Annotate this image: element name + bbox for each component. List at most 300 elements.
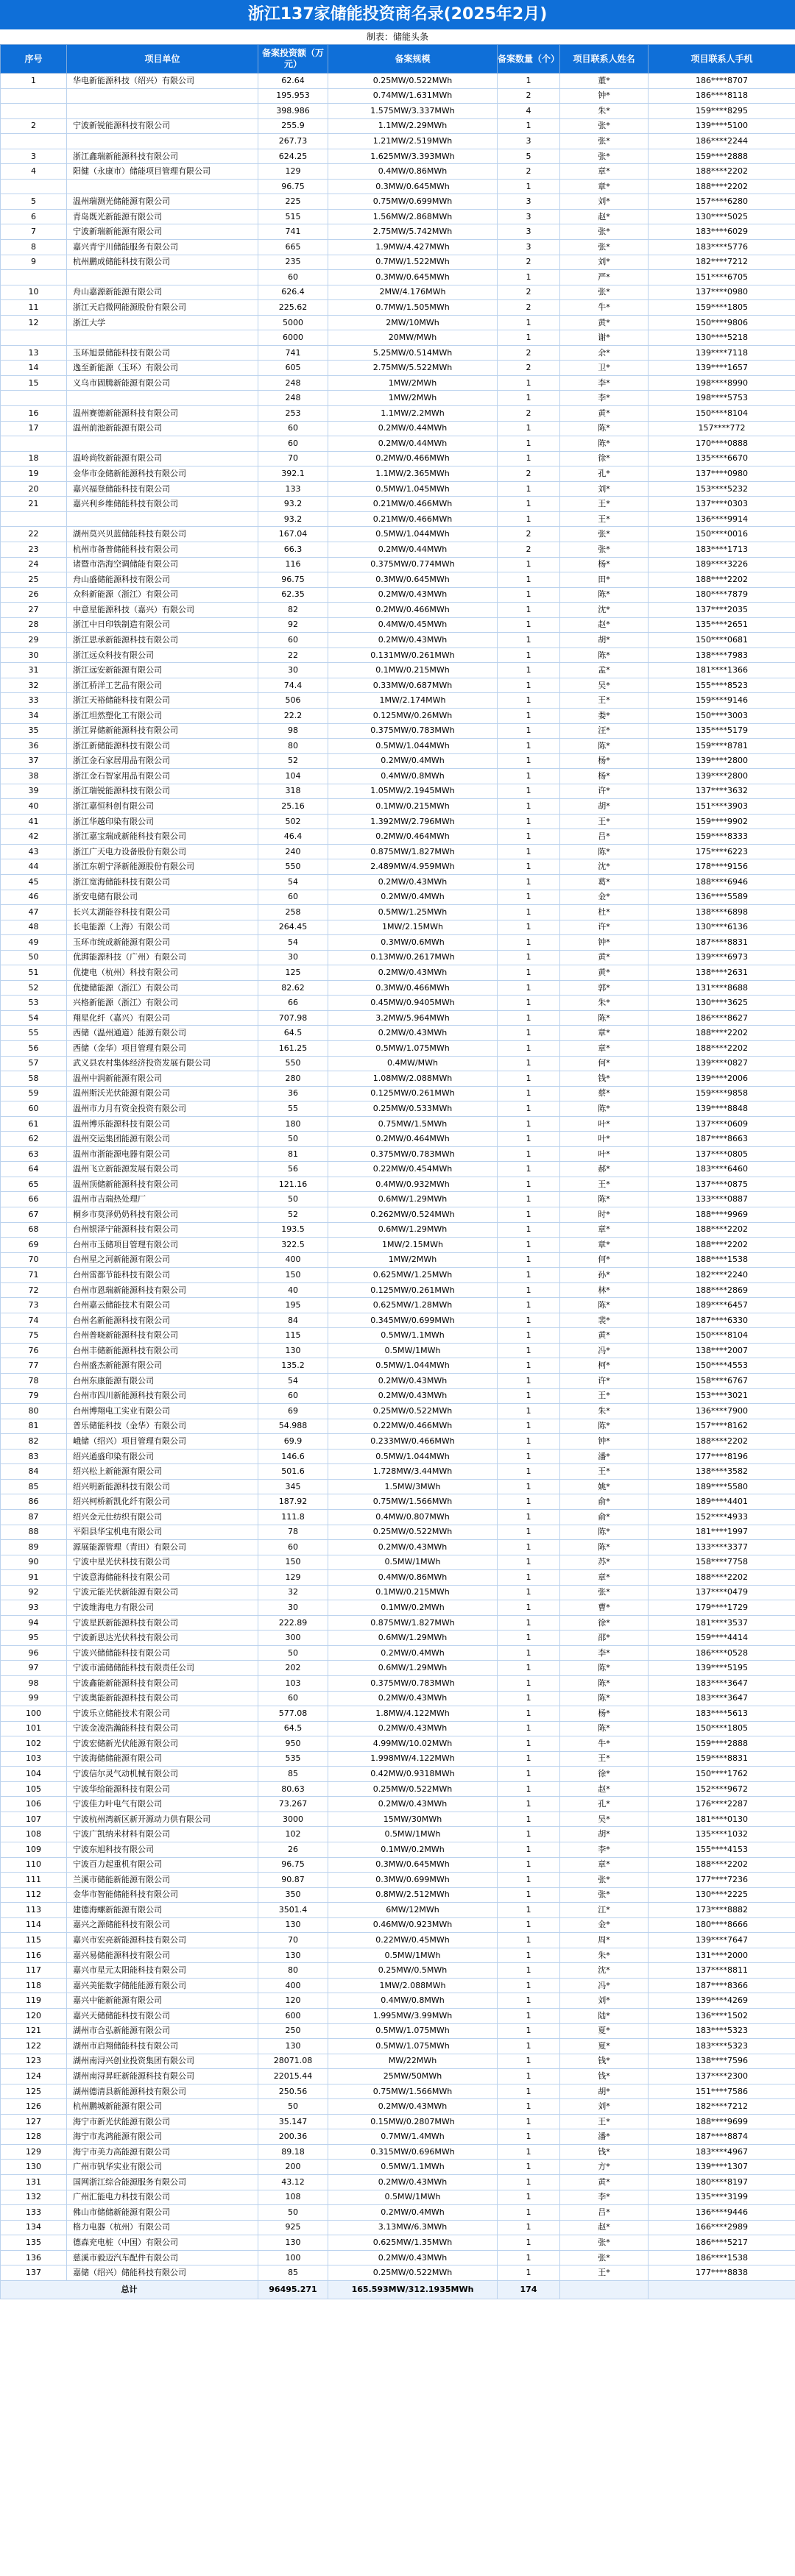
row-index: 35 [1,723,67,739]
record-count: 1 [498,965,560,981]
investment: 280 [258,1071,328,1087]
scale: 0.2MW/0.4MWh [328,890,498,905]
company-name: 湖州南浔兴创业投资集团有限公司 [67,2054,258,2069]
record-count: 1 [498,1585,560,1600]
investment: 111.8 [258,1509,328,1525]
record-count: 1 [498,330,560,346]
contact-name: 何* [560,1252,649,1268]
scale: 0.875MW/1.827MWh [328,1615,498,1631]
row-index: 24 [1,557,67,572]
contact-name: 余* [560,345,649,361]
contact-name: 黄* [560,406,649,422]
contact-phone: 158****6767 [649,1374,795,1389]
table-row [1,1238,795,1253]
table-row [1,1298,795,1313]
record-count: 1 [498,1358,560,1374]
contact-phone: 135****6670 [649,451,795,466]
investment: 66 [258,996,328,1011]
scale: 0.3MW/0.645MWh [328,572,498,588]
company-name: 浙江骄洋工艺品有限公司 [67,678,258,693]
contact-phone: 152****9672 [649,1781,795,1797]
contact-name: 陈* [560,1192,649,1207]
investment: 30 [258,950,328,965]
row-index: 106 [1,1797,67,1812]
record-count: 1 [498,1313,560,1328]
contact-name: 邵* [560,1631,649,1646]
table-row [1,784,795,799]
record-count: 1 [498,2084,560,2099]
record-count: 1 [498,1086,560,1101]
table-row [1,920,795,935]
record-count: 3 [498,240,560,255]
table-row [1,647,795,663]
contact-name: 赵* [560,209,649,224]
contact-phone: 131****8688 [649,980,795,996]
contact-name: 许* [560,920,649,935]
contact-name: 章* [560,164,649,180]
scale: 1.9MW/4.427MWh [328,240,498,255]
investment: 70 [258,451,328,466]
contact-name: 朱* [560,104,649,119]
scale: 0.33MW/0.687MWh [328,678,498,693]
record-count: 1 [498,2220,560,2235]
record-count: 2 [498,345,560,361]
row-index: 123 [1,2054,67,2069]
company-name: 广州市钒华实业有限公司 [67,2160,258,2175]
investment: 535 [258,1751,328,1767]
row-index: 92 [1,1585,67,1600]
row-index: 15 [1,375,67,391]
record-count: 1 [498,2099,560,2115]
contact-phone: 139****5100 [649,118,795,134]
contact-name: 徐* [560,1767,649,1782]
row-index: 44 [1,859,67,875]
row-index: 98 [1,1675,67,1691]
contact-name: 杨* [560,769,649,784]
record-count: 1 [498,2144,560,2160]
investment: 577.08 [258,1706,328,1722]
table-row [1,1252,795,1268]
scale: 0.2MW/0.44MWh [328,542,498,557]
contact-name: 王* [560,814,649,829]
record-count: 1 [498,270,560,285]
table-row [1,104,795,119]
row-index: 108 [1,1827,67,1842]
row-index: 75 [1,1328,67,1344]
company-name: 温岭尚牧新能源有限公司 [67,451,258,466]
company-name: 舟山盛储能源科技有限公司 [67,572,258,588]
contact-name: 钱* [560,2144,649,2160]
contact-name: 章* [560,1857,649,1873]
company-name: 浙江金石家居用品有限公司 [67,753,258,769]
contact-name: 卫* [560,361,649,376]
record-count: 1 [498,2205,560,2221]
contact-phone: 183****5613 [649,1706,795,1722]
row-index: 3 [1,149,67,164]
company-name: 浙江思承新能源科技有限公司 [67,633,258,648]
company-name: 国网浙江综合能源服务有限公司 [67,2175,258,2190]
scale: 0.2MW/0.466MWh [328,603,498,618]
row-index: 58 [1,1071,67,1087]
contact-phone: 188****2202 [649,1026,795,1041]
row-index: 91 [1,1570,67,1586]
scale: 0.74MW/1.631MWh [328,88,498,104]
investment: 624.25 [258,149,328,164]
record-count: 1 [498,1041,560,1057]
contact-name: 章* [560,1238,649,1253]
contact-phone: 151****7586 [649,2084,795,2099]
row-index: 130 [1,2160,67,2175]
contact-name: 牛* [560,300,649,316]
total-investment: 96495.271 [258,2280,328,2299]
table-row [1,2265,795,2281]
investment: 200 [258,2160,328,2175]
investment: 345 [258,1479,328,1494]
scale: 0.3MW/0.699MWh [328,1873,498,1888]
company-name [67,436,258,452]
row-index: 89 [1,1540,67,1555]
table-row [1,1464,795,1480]
contact-phone: 139****1307 [649,2160,795,2175]
company-name: 湖州莫兴贝蓝储能科技有限公司 [67,527,258,542]
row-index: 107 [1,1812,67,1827]
table-row [1,1736,795,1752]
record-count: 1 [498,1812,560,1827]
total-scale: 165.593MW/312.1935MWh [328,2280,498,2299]
company-name: 台州市恩瑞新能源科技有限公司 [67,1282,258,1298]
contact-name: 陈* [560,587,649,603]
contact-name: 刘* [560,255,649,270]
contact-phone: 170****0888 [649,436,795,452]
record-count: 1 [498,1146,560,1162]
contact-phone: 159****9146 [649,693,795,709]
row-index: 31 [1,663,67,678]
record-count: 1 [498,1963,560,1979]
record-count: 1 [498,1751,560,1767]
table-row [1,1509,795,1525]
investment: 398.986 [258,104,328,119]
row-index: 11 [1,300,67,316]
investment: 50 [258,1192,328,1207]
table-row [1,2144,795,2160]
contact-phone: 186****5217 [649,2235,795,2251]
contact-name: 叶* [560,1132,649,1147]
company-name: 嘉兴利乡维储能科技有限公司 [67,497,258,512]
row-index: 14 [1,361,67,376]
investment: 85 [258,1767,328,1782]
investment: 255.9 [258,118,328,134]
company-name: 台州名新能源科技有限公司 [67,1313,258,1328]
contact-name: 李* [560,375,649,391]
row-index: 21 [1,497,67,512]
row-index: 126 [1,2099,67,2115]
table-row [1,375,795,391]
contact-name: 孔* [560,466,649,482]
contact-name: 刘* [560,2099,649,2115]
contact-name: 蔡* [560,1086,649,1101]
investment: 55 [258,1101,328,1117]
table-row [1,361,795,376]
scale: 0.2MW/0.43MWh [328,1797,498,1812]
table-row [1,2220,795,2235]
contact-phone: 150****0681 [649,633,795,648]
investment: 665 [258,240,328,255]
table-row [1,890,795,905]
contact-phone: 187****8366 [649,1978,795,1993]
investment: 146.6 [258,1449,328,1464]
contact-name: 张* [560,224,649,240]
scale: 0.3MW/0.645MWh [328,270,498,285]
table-row [1,1434,795,1450]
contact-name: 孔* [560,1797,649,1812]
contact-name: 徐* [560,451,649,466]
record-count: 1 [498,829,560,845]
company-name: 台州嘉云储能技术有限公司 [67,1298,258,1313]
investment: 36 [258,1086,328,1101]
contact-phone: 137****0609 [649,1116,795,1132]
row-index: 16 [1,406,67,422]
record-count: 1 [498,1056,560,1071]
table-row [1,209,795,224]
investment: 73.267 [258,1797,328,1812]
table-row [1,1767,795,1782]
contact-name: 冯* [560,1343,649,1358]
contact-phone: 183****1713 [649,542,795,557]
contact-phone: 182****7212 [649,2099,795,2115]
scale: 0.4MW/0.86MWh [328,1570,498,1586]
contact-phone: 183****5776 [649,240,795,255]
scale: 0.2MW/0.43MWh [328,2250,498,2265]
company-name: 杭州市备普储能科技有限公司 [67,542,258,557]
table-row [1,2175,795,2190]
scale: 0.2MW/0.44MWh [328,421,498,436]
investment: 84 [258,1313,328,1328]
investment: 161.25 [258,1041,328,1057]
contact-phone: 157****772 [649,421,795,436]
record-count: 1 [498,1509,560,1525]
contact-phone: 153****3021 [649,1388,795,1404]
row-index: 97 [1,1661,67,1676]
investment: 80.63 [258,1781,328,1797]
investment: 135.2 [258,1358,328,1374]
contact-name: 王* [560,1388,649,1404]
investment: 43.12 [258,2175,328,2190]
table-row [1,1086,795,1101]
investment: 195 [258,1298,328,1313]
record-count: 1 [498,74,560,89]
record-count: 1 [498,179,560,194]
contact-name: 杜* [560,905,649,920]
table-row [1,739,795,754]
scale: 0.75MW/0.699MWh [328,194,498,210]
contact-phone: 188****2202 [649,1570,795,1586]
row-index: 22 [1,527,67,542]
contact-phone: 159****2888 [649,149,795,164]
investment: 250 [258,2023,328,2039]
row-index: 127 [1,2114,67,2129]
record-count: 1 [498,1993,560,2009]
company-name: 台州博翔电工实业有限公司 [67,1404,258,1419]
contact-name: 俞* [560,1509,649,1525]
record-count: 1 [498,1207,560,1223]
table-row [1,2129,795,2145]
contact-phone: 187****8663 [649,1132,795,1147]
table-row [1,1146,795,1162]
table-row [1,678,795,693]
company-name: 绍兴金元仕纺织有限公司 [67,1509,258,1525]
record-count: 1 [498,2175,560,2190]
row-index: 13 [1,345,67,361]
table-row [1,1933,795,1948]
row-index: 85 [1,1479,67,1494]
record-count: 1 [498,436,560,452]
investment: 54 [258,935,328,951]
scale: 6MW/12MWh [328,1903,498,1918]
investment: 54.988 [258,1419,328,1434]
contact-name: 胡* [560,2084,649,2099]
row-index: 87 [1,1509,67,1525]
row-index [1,88,67,104]
record-count: 1 [498,1071,560,1087]
investment: 400 [258,1252,328,1268]
contact-phone: 136****9914 [649,511,795,527]
contact-name: 冯* [560,1978,649,1993]
contact-phone: 180****8666 [649,1917,795,1933]
investment: 240 [258,844,328,859]
row-index: 84 [1,1464,67,1480]
row-index: 34 [1,708,67,723]
record-count: 1 [498,1434,560,1450]
company-name: 台州普晓新能源科技有限公司 [67,1328,258,1344]
investment: 93.2 [258,497,328,512]
company-name: 宁波乐立储能技术有限公司 [67,1706,258,1722]
company-name: 慈溪市毅迈汽车配件有限公司 [67,2250,258,2265]
company-name: 湖州德清县新能源科技有限公司 [67,2084,258,2099]
contact-name: 张* [560,118,649,134]
page-title: 浙江137家储能投资商名录(2025年2月) [0,0,795,29]
table-row [1,617,795,633]
contact-phone: 188****2202 [649,179,795,194]
total-count: 174 [498,2280,560,2299]
table-body [1,74,795,2281]
row-index: 103 [1,1751,67,1767]
contact-phone: 186****8627 [649,1010,795,1026]
record-count: 1 [498,1525,560,1540]
company-name: 温州斯沃光伏能源有限公司 [67,1086,258,1101]
contact-name: 朱* [560,996,649,1011]
record-count: 1 [498,1116,560,1132]
company-name: 浙江坦然塑化工有限公司 [67,708,258,723]
record-count: 1 [498,2039,560,2054]
row-index: 80 [1,1404,67,1419]
record-count: 1 [498,1374,560,1389]
scale: 0.2MW/0.43MWh [328,1374,498,1389]
row-index: 40 [1,799,67,815]
row-index: 27 [1,603,67,618]
table-row [1,1721,795,1736]
record-count: 1 [498,1222,560,1238]
scale: 0.22MW/0.45MWh [328,1933,498,1948]
company-name: 宁波新锐能源科技有限公司 [67,118,258,134]
contact-phone: 139****7118 [649,345,795,361]
table-row [1,1631,795,1646]
contact-name: 张* [560,149,649,164]
company-name: 台州市四川新能源科技有限公司 [67,1388,258,1404]
table-row [1,1600,795,1616]
investment: 69.9 [258,1434,328,1450]
row-index: 20 [1,481,67,497]
contact-phone: 186****8707 [649,74,795,89]
row-index [1,511,67,527]
scale: 0.22MW/0.466MWh [328,1419,498,1434]
investment: 46.4 [258,829,328,845]
company-name: 优捷储能源（浙江）有限公司 [67,980,258,996]
table-row [1,1887,795,1903]
contact-name: 周* [560,1933,649,1948]
scale: 0.2MW/0.43MWh [328,2175,498,2190]
row-index: 49 [1,935,67,951]
scale: 0.262MW/0.524MWh [328,1207,498,1223]
contact-phone: 150****1805 [649,1721,795,1736]
company-name: 宁波广凯纳米材料有限公司 [67,1827,258,1842]
contact-phone: 157****6280 [649,194,795,210]
table-row [1,88,795,104]
company-name: 德森充电桩（中国）有限公司 [67,2235,258,2251]
row-index: 116 [1,1948,67,1963]
contact-phone: 137****0875 [649,1177,795,1192]
record-count: 1 [498,617,560,633]
company-name: 诸暨市浩海空调储能有限公司 [67,557,258,572]
scale: 0.3MW/0.6MWh [328,935,498,951]
table-row [1,1479,795,1494]
table-row [1,874,795,890]
table-row [1,799,795,815]
row-index: 101 [1,1721,67,1736]
record-count: 4 [498,104,560,119]
contact-phone: 137****0303 [649,497,795,512]
table-row [1,829,795,845]
company-name: 阳健（永康市）储能项目管理有限公司 [67,164,258,180]
record-count: 1 [498,118,560,134]
table-row [1,1827,795,1842]
company-name: 浙江大学 [67,315,258,330]
contact-phone: 136****5589 [649,890,795,905]
investment: 50 [258,2205,328,2221]
contact-phone: 159****8831 [649,1751,795,1767]
record-count: 2 [498,466,560,482]
contact-name: 夏* [560,2023,649,2039]
table-row [1,134,795,149]
scale: 1MW/2.174MWh [328,693,498,709]
investment: 70 [258,1933,328,1948]
scale: 0.2MW/0.43MWh [328,1721,498,1736]
scale: 0.25MW/0.522MWh [328,1404,498,1419]
scale: 0.2MW/0.43MWh [328,1388,498,1404]
row-index: 26 [1,587,67,603]
contact-phone: 135****5179 [649,723,795,739]
contact-name: 章* [560,1570,649,1586]
scale: 0.2MW/0.43MWh [328,874,498,890]
contact-phone: 136****1502 [649,2009,795,2024]
company-name: 嘉储（绍兴）储能科技有限公司 [67,2265,258,2281]
investment: 85 [258,2265,328,2281]
contact-phone: 137****2300 [649,2069,795,2084]
contact-name: 汪* [560,723,649,739]
contact-name: 张* [560,240,649,255]
contact-name: 王* [560,1751,649,1767]
record-count: 1 [498,1948,560,1963]
investment: 150 [258,1268,328,1283]
